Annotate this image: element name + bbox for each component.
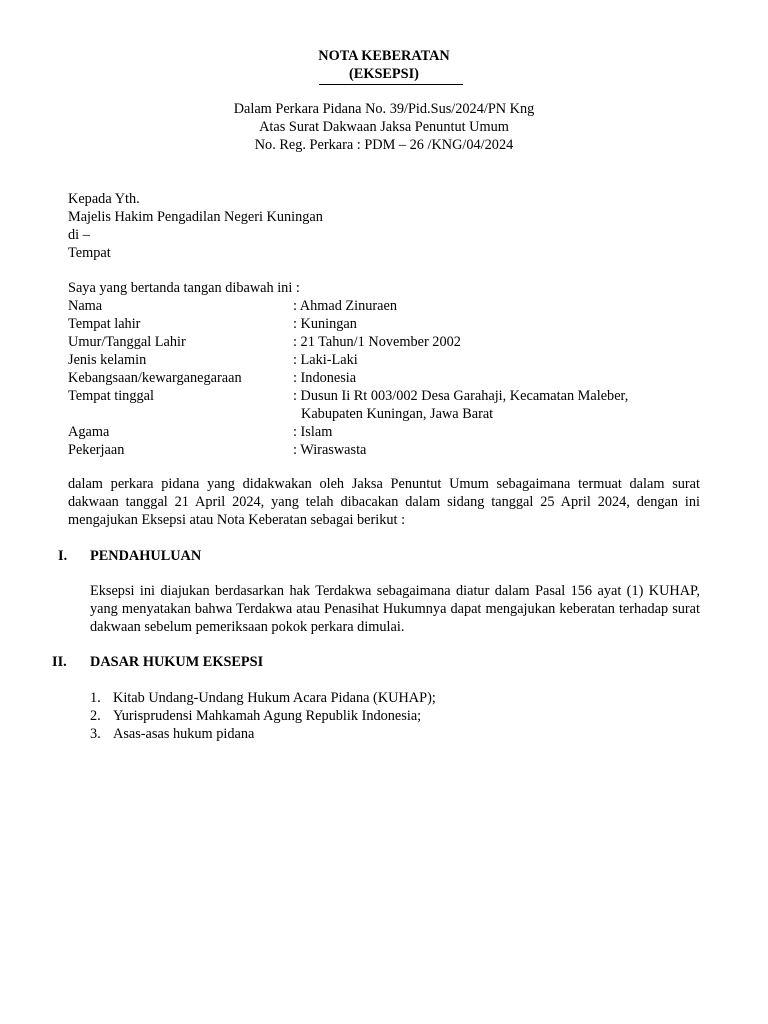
title-underline <box>319 84 463 85</box>
list-item-number: 3. <box>90 726 101 742</box>
identity-label: Nama <box>68 298 103 314</box>
legal-basis-list <box>90 689 700 743</box>
identity-label: Jenis kelamin <box>68 352 147 368</box>
section-number: I. <box>58 548 68 564</box>
case-number-line: Dalam Perkara Pidana No. 39/Pid.Sus/2024/PN Kng <box>233 101 535 117</box>
indictment-line: Atas Surat Dakwaan Jaksa Penuntut Umum <box>259 119 509 135</box>
identity-value: : 21 Tahun/1 November 2002 <box>293 334 461 350</box>
identity-row-birthplace <box>68 315 700 333</box>
list-item <box>90 689 700 707</box>
list-item <box>90 707 700 725</box>
section-number: II. <box>52 654 67 670</box>
address-line: Tempat <box>68 245 111 261</box>
identity-label: Agama <box>68 424 110 440</box>
identity-row-nationality <box>68 369 700 387</box>
list-item-number: 1. <box>90 690 101 706</box>
document-subtitle: (EKSEPSI) <box>349 66 419 82</box>
registration-line: No. Reg. Perkara : PDM – 26 /KNG/04/2024 <box>254 137 514 153</box>
identity-value-continued: Kabupaten Kuningan, Jawa Barat <box>301 406 494 422</box>
list-item-text: Kitab Undang-Undang Hukum Acara Pidana (KUHAP); <box>113 690 436 706</box>
document-title: NOTA KEBERATAN <box>318 48 450 64</box>
section-paragraph <box>90 582 700 636</box>
identity-row-gender <box>68 351 700 369</box>
identity-block <box>68 279 700 459</box>
identity-row-age <box>68 333 700 351</box>
identity-value: : Kuningan <box>293 316 357 332</box>
section-heading: DASAR HUKUM EKSEPSI <box>90 654 264 670</box>
opening-paragraph <box>68 475 700 529</box>
recipient-address <box>68 190 700 262</box>
identity-row-residence <box>68 387 700 423</box>
section-heading: PENDAHULUAN <box>90 548 202 564</box>
list-item-text: Yurisprudensi Mahkamah Agung Republik Indonesia; <box>113 708 422 724</box>
identity-value: : Wiraswasta <box>293 442 367 458</box>
list-item-number: 2. <box>90 708 101 724</box>
identity-label: Pekerjaan <box>68 442 125 458</box>
list-item <box>90 725 700 743</box>
list-item-text: Asas-asas hukum pidana <box>113 726 255 742</box>
identity-row-religion <box>68 423 700 441</box>
identity-label: Tempat tinggal <box>68 388 154 404</box>
address-line: Kepada Yth. <box>68 191 140 207</box>
identity-row-name <box>68 297 700 315</box>
address-line: Majelis Hakim Pengadilan Negeri Kuningan <box>68 209 323 225</box>
identity-value: : Laki-Laki <box>293 352 358 368</box>
identity-value: : Indonesia <box>293 370 357 386</box>
identity-value: : Dusun Ii Rt 003/002 Desa Garahaji, Kecamatan Maleber, <box>293 388 629 404</box>
identity-row-occupation <box>68 441 700 459</box>
opening-paragraph-text: dalam perkara pidana yang didakwakan oleh Jaksa Penuntut Umum sebagaimana termuat dalam surat dakwaan tanggal 21 April 2024, yang telah dibacakan dalam sidang tanggal 25 April 2024, dengan ini mengajukan Eksepsi atau Nota Keberatan sebagai berikut : <box>68 476 700 528</box>
section-paragraph-text: Eksepsi ini diajukan berdasarkan hak Terdakwa sebagaimana diatur dalam Pasal 156 ayat (1) KUHAP, yang menyatakan bahwa Terdakwa atau Penasihat Hukumnya dapat mengajukan keberatan terhadap surat dakwaan sebelum pemeriksaan pokok perkara dimulai. <box>90 583 700 635</box>
identity-label: Umur/Tanggal Lahir <box>68 334 186 350</box>
identity-label: Tempat lahir <box>68 316 141 332</box>
identity-value: : Islam <box>293 424 333 440</box>
identity-value: : Ahmad Zinuraen <box>293 298 398 314</box>
address-line: di – <box>68 227 90 243</box>
identity-intro: Saya yang bertanda tangan dibawah ini : <box>68 280 300 296</box>
identity-label: Kebangsaan/kewarganegaraan <box>68 370 242 386</box>
